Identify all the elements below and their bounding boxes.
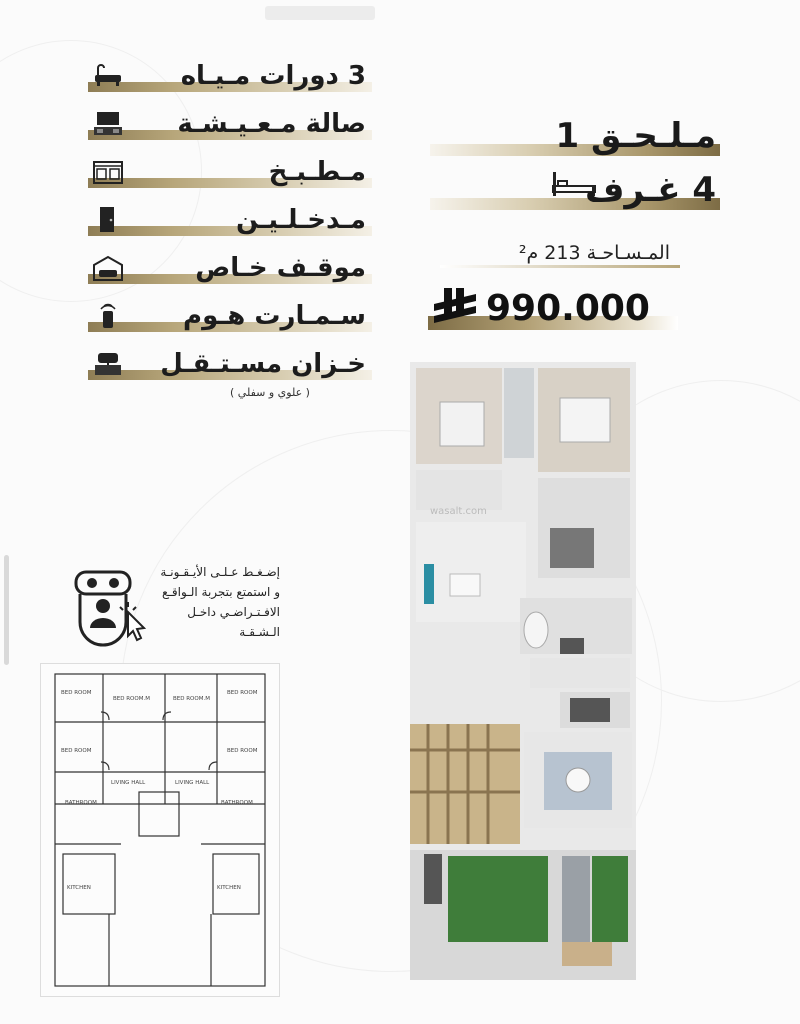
feature-living-room	[88, 108, 372, 148]
feature-label: سـمـارت هـوم	[183, 301, 366, 331]
plan-label-bathroom: BATHROOM	[221, 800, 253, 806]
rooms-heading	[430, 170, 720, 216]
area-bar	[440, 265, 680, 268]
vr-note-line: إضـغـط عـلـى الأيـقـونـة	[160, 565, 280, 579]
bathtub-icon	[92, 63, 124, 89]
plan-label-living: LIVING HALL	[111, 780, 146, 786]
plan-label-master: BED ROOM.M	[173, 696, 210, 702]
vr-note-line: و استمتع بتجربة الـواقـع	[162, 585, 280, 599]
watermark: wasalt.com	[430, 506, 487, 517]
annex-heading	[430, 116, 720, 162]
feature-parking	[88, 252, 372, 292]
plan-label-bathroom: BATHROOM	[65, 800, 97, 806]
feature-label: مـدخـلـيـن	[235, 205, 366, 235]
area-heading	[440, 242, 680, 272]
riyal-symbol	[430, 286, 480, 340]
plan-label-bedroom: BED ROOM	[227, 748, 258, 754]
feature-water-tank	[88, 348, 372, 388]
plan-label-bedroom: BED ROOM	[61, 748, 92, 754]
feature-label: 3 دورات مـيـاه	[180, 61, 366, 91]
vr-tour-icon[interactable]	[70, 562, 166, 652]
garage-icon	[92, 255, 124, 281]
top-tab-indicator	[265, 6, 375, 20]
floor-plan-3d	[410, 362, 636, 980]
feature-bathrooms	[88, 60, 372, 100]
annex-label: مـلـحـق 1	[555, 116, 716, 156]
feature-label: موقـف خـاص	[195, 253, 366, 283]
feature-label: مـطـبـخ	[268, 157, 366, 187]
scrollbar[interactable]	[4, 555, 9, 665]
price-heading	[428, 290, 678, 334]
plan-label-bedroom: BED ROOM	[227, 690, 258, 696]
feature-kitchen	[88, 156, 372, 196]
area-label: المـسـاحـة 213 م²	[518, 242, 670, 264]
riyal-icon	[430, 286, 480, 330]
feature-label: خـزان مسـتـقـل	[160, 349, 366, 379]
door-icon	[92, 207, 124, 233]
plan-label-living: LIVING HALL	[175, 780, 210, 786]
vr-note-line: الافـتـراضـي داخـل الـشـقـة	[187, 605, 280, 639]
feature-smart-home	[88, 300, 372, 340]
plan-label-kitchen: KITCHEN	[67, 885, 91, 891]
tv-icon	[92, 111, 124, 137]
plan-label-bedroom: BED ROOM	[61, 690, 92, 696]
floor-plan-2d	[40, 663, 280, 997]
plan-label-master: BED ROOM.M	[113, 696, 150, 702]
feature-entrances	[88, 204, 372, 244]
kitchen-icon	[92, 159, 124, 185]
rooms-label: 4 غـرف	[584, 170, 716, 210]
vr-note	[150, 562, 280, 642]
tank-note: ( علوي و سفلي )	[230, 386, 310, 399]
feature-label: صالة مـعـيـشـة	[177, 109, 366, 139]
plan-label-kitchen: KITCHEN	[217, 885, 241, 891]
price-value: 990.000	[486, 288, 650, 329]
water-tank-icon	[92, 351, 124, 377]
smart-phone-icon	[92, 303, 124, 329]
